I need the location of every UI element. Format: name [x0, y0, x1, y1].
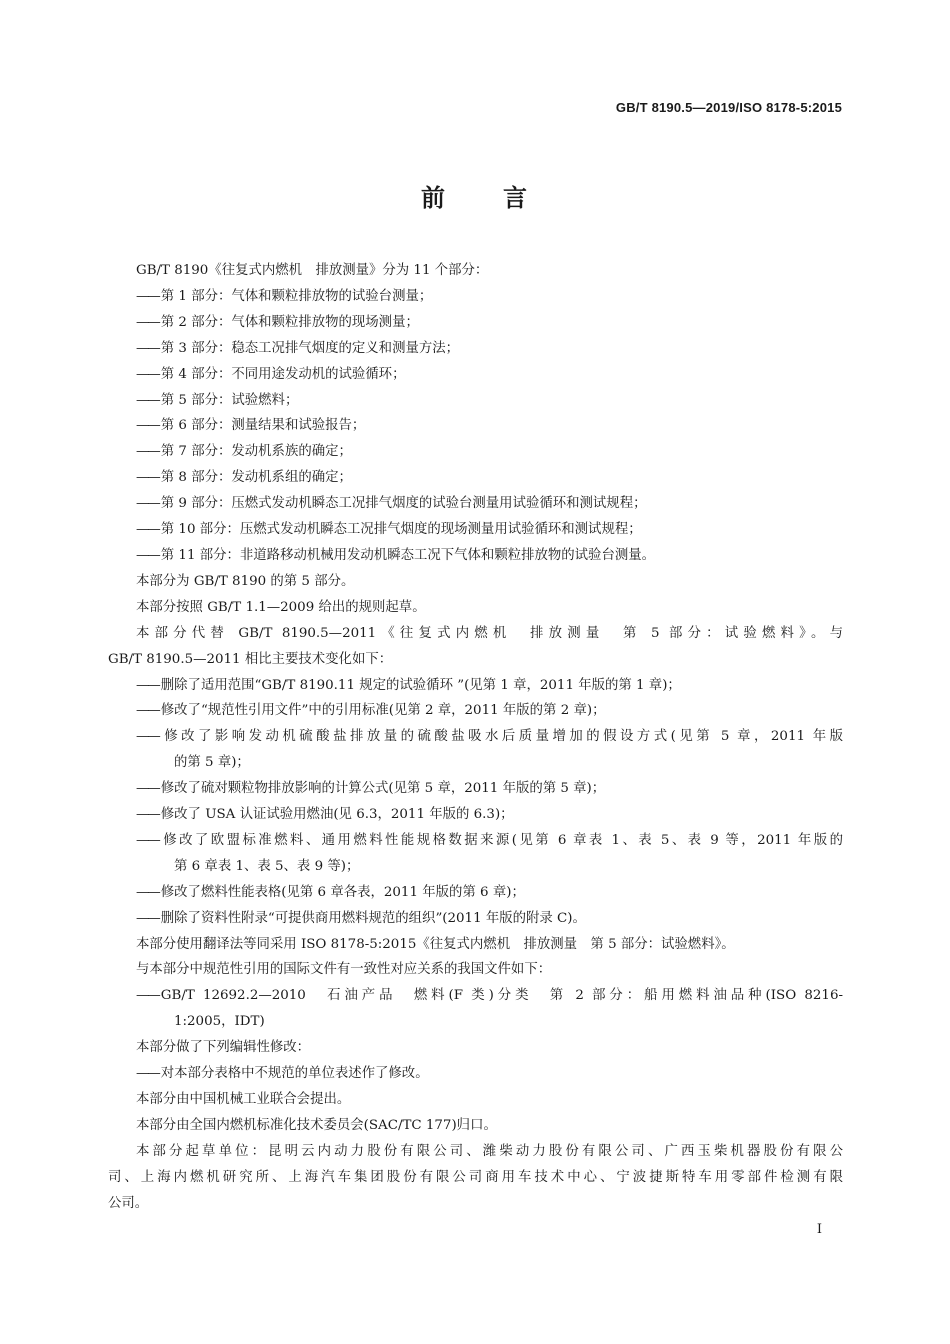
line-text: 删除了资料性附录“可提供商用燃料规范的组织”(2011 年版的附录 C)。	[160, 910, 586, 926]
paragraph-line	[108, 1191, 843, 1217]
dash-marker: ——	[136, 988, 159, 1004]
list-item	[108, 284, 843, 310]
list-item	[108, 465, 843, 491]
list-item	[108, 724, 843, 750]
dash-marker: ——	[136, 496, 159, 512]
list-item	[108, 880, 843, 906]
dash-marker: ——	[136, 781, 159, 797]
paragraph-line	[108, 1139, 843, 1165]
line-text: GB/T 8190《往复式内燃机 排放测量》分为 11 个部分：	[136, 263, 489, 278]
line-text: 1:2005，IDT)	[174, 1014, 265, 1030]
line-text: 第 4 部分：不同用途发动机的试验循环；	[160, 366, 406, 382]
dash-marker: ——	[136, 547, 159, 563]
line-text: 本部分使用翻译法等同采用 ISO 8178-5:2015《往复式内燃机 排放测量 第 5 部分：试验燃料》。	[136, 936, 735, 952]
standard-number-header: GB/T 8190.5—2019/ISO 8178-5:2015	[615, 100, 842, 115]
dash-marker: ——	[136, 418, 159, 434]
line-text: 本部分为 GB/T 8190 的第 5 部分。	[136, 573, 355, 589]
paragraph-line	[108, 647, 843, 673]
list-item	[108, 698, 843, 724]
dash-marker: ——	[136, 807, 159, 823]
line-text: 修改了影响发动机硫酸盐排放量的硫酸盐吸水后质量增加的假设方式(见第 5 章，2011 年版	[160, 729, 843, 745]
list-item	[108, 1061, 843, 1087]
line-text: 第 10 部分：压燃式发动机瞬态工况排气烟度的现场测量用试验循环和测试规程；	[160, 522, 642, 538]
dash-marker: ——	[136, 703, 159, 719]
paragraph-line	[108, 621, 843, 647]
list-item	[108, 310, 843, 336]
paragraph-line	[108, 258, 843, 284]
line-text: 对本部分表格中不规范的单位表述作了修改。	[160, 1066, 429, 1082]
list-item	[108, 362, 843, 388]
line-text: 本部分做了下列编辑性修改：	[136, 1040, 311, 1056]
paragraph-line	[108, 750, 843, 776]
line-text: 修改了 USA 认证试验用燃油(见 6.3，2011 年版的 6.3)；	[160, 807, 514, 823]
dash-marker: ——	[136, 729, 159, 745]
list-item	[108, 388, 843, 414]
title-char-2: 言	[503, 184, 529, 212]
paragraph-line	[108, 1087, 843, 1113]
paragraph-line	[108, 1165, 843, 1191]
paragraph-line	[108, 1113, 843, 1139]
list-item	[108, 543, 843, 569]
line-text: 第 6 部分：测量结果和试验报告；	[160, 418, 366, 434]
dash-marker: ——	[136, 677, 159, 693]
dash-marker: ——	[136, 444, 159, 460]
list-item	[108, 517, 843, 543]
paragraph-line	[108, 1009, 843, 1035]
line-text: 第 9 部分：压燃式发动机瞬态工况排气烟度的试验台测量用试验循环和测试规程；	[160, 496, 647, 512]
line-text: 本部分起草单位：昆明云内动力股份有限公司、潍柴动力股份有限公司、广西玉柴机器股份有限公	[136, 1143, 843, 1159]
list-item	[108, 413, 843, 439]
line-text: 第 1 部分：气体和颗粒排放物的试验台测量；	[160, 288, 433, 304]
dash-marker: ——	[136, 366, 159, 382]
line-text: 删除了适用范围“GB/T 8190.11 规定的试验循环 ”(见第 1 章，2011 年版的第 1 章)；	[160, 677, 681, 693]
line-text: 修改了欧盟标准燃料、通用燃料性能规格数据来源(见第 6 章表 1、表 5、表 9 等，2011 年版的	[160, 832, 843, 848]
paragraph-line	[108, 854, 843, 880]
paragraph-line	[108, 1035, 843, 1061]
dash-marker: ——	[136, 392, 159, 408]
line-text: 的第 5 章)；	[174, 755, 250, 771]
list-item	[108, 828, 843, 854]
dash-marker: ——	[136, 884, 159, 900]
title-char-1: 前	[421, 184, 447, 212]
page-number: I	[816, 1222, 822, 1237]
paragraph-line	[108, 957, 843, 983]
dash-marker: ——	[136, 910, 159, 926]
line-text: 第 8 部分：发动机系组的确定；	[160, 470, 352, 486]
line-text: 第 11 部分：非道路移动机械用发动机瞬态工况下气体和颗粒排放物的试验台测量。	[160, 547, 656, 563]
line-text: 第 5 部分：试验燃料；	[160, 392, 299, 408]
paragraph-line	[108, 595, 843, 621]
dash-marker: ——	[136, 340, 159, 356]
list-item	[108, 776, 843, 802]
list-item	[108, 802, 843, 828]
line-text: 本部分代替 GB/T 8190.5—2011《往复式内燃机 排放测量 第 5 部分：试验燃料》。与	[136, 625, 843, 641]
dash-marker: ——	[136, 288, 159, 304]
line-text: 修改了硫对颗粒物排放影响的计算公式(见第 5 章，2011 年版的第 5 章)；	[160, 781, 606, 797]
foreword-body	[108, 258, 843, 1217]
line-text: 与本部分中规范性引用的国际文件有一致性对应关系的我国文件如下：	[136, 962, 552, 978]
line-text: 修改了“规范性引用文件”中的引用标准(见第 2 章，2011 年版的第 2 章)；	[160, 703, 606, 719]
line-text: 司、上海内燃机研究所、上海汽车集团股份有限公司商用车技术中心、宁波捷斯特车用零部件检测有限	[108, 1169, 843, 1185]
line-text: 第 3 部分：稳态工况排气烟度的定义和测量方法；	[160, 340, 460, 356]
list-item	[108, 673, 843, 699]
line-text: 第 2 部分：气体和颗粒排放物的现场测量；	[160, 314, 419, 330]
list-item	[108, 983, 843, 1009]
dash-marker: ——	[136, 470, 159, 486]
dash-marker: ——	[136, 522, 159, 538]
list-item	[108, 906, 843, 932]
line-text: GB/T 12692.2—2010 石油产品 燃料(F 类)分类 第 2 部分：船用燃料油品种(ISO 8216-	[160, 988, 843, 1004]
line-text: 本部分按照 GB/T 1.1—2009 给出的规则起草。	[136, 599, 426, 615]
list-item	[108, 336, 843, 362]
line-text: 本部分由中国机械工业联合会提出。	[136, 1092, 351, 1107]
line-text: 公司。	[108, 1195, 149, 1211]
line-text: 第 7 部分：发动机系族的确定；	[160, 444, 352, 460]
paragraph-line	[108, 569, 843, 595]
list-item	[108, 439, 843, 465]
page-title	[0, 178, 950, 213]
dash-marker: ——	[136, 314, 159, 330]
line-text: 第 6 章表 1、表 5、表 9 等)；	[174, 858, 360, 874]
paragraph-line	[108, 932, 843, 958]
list-item	[108, 491, 843, 517]
line-text: 修改了燃料性能表格(见第 6 章各表，2011 年版的第 6 章)；	[160, 884, 525, 900]
line-text: 本部分由全国内燃机标准化技术委员会(SAC/TC 177)归口。	[136, 1117, 497, 1133]
line-text: GB/T 8190.5—2011 相比主要技术变化如下：	[108, 651, 393, 667]
dash-marker: ——	[136, 1066, 159, 1082]
dash-marker: ——	[136, 832, 159, 848]
